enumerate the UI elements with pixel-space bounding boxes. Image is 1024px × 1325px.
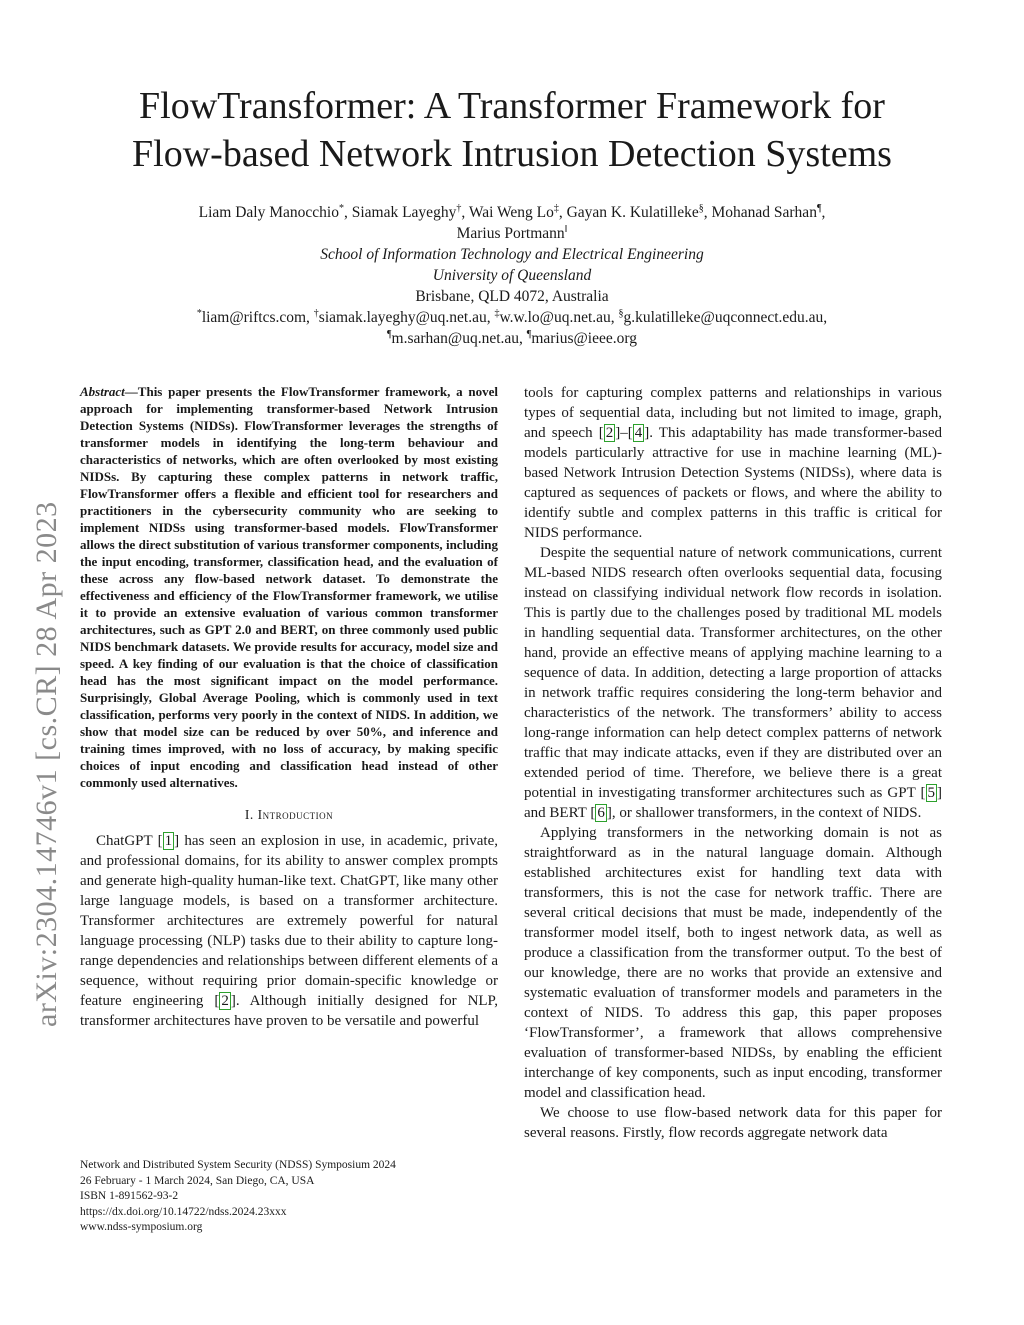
author-mark: § — [698, 202, 704, 214]
email-link[interactable]: marius@ieee.org — [531, 330, 637, 347]
email-link[interactable]: liam@riftcs.com — [201, 309, 307, 326]
author-mark: * — [338, 202, 344, 214]
footer-line: Network and Distributed System Security (NDSS) Symposium 2024 — [80, 1159, 396, 1171]
abstract: Abstract—This paper presents the FlowTransformer framework, a novel approach for implementing transformer-based Network Intrusion Detection Systems (NIDSs). FlowTransformer leverages the strengths of transformer models in identifying the long-term behaviour and characteristics of networks, which are often overlooked by most existing NIDSs. By capturing these complex patterns in network traffic, FlowTransformer offers a flexible and efficient tool for researchers and practitioners in the cybersecurity community who are seeking to implement NIDSs using transformer-based models. FlowTransformer allows the direct substitution of various transformer components, including the input encoding, transformer, classification head, and the evaluation of these across any flow-based network dataset. To demonstrate the effectiveness and efficiency of the FlowTransformer framework, we utilise it to provide an extensive evaluation of various common transformer architectures, such as GPT 2.0 and BERT, on three commonly used public NIDS benchmark datasets. We provide results for accuracy, model size and speed. A key finding of our evaluation is that the choice of classification head has the most significant impact on the model performance. Surprisingly, Global Average Pooling, which is commonly used in text classification, performs very poorly in the context of NIDS. In addition, we show that model size can be reduced by over 50%, and inference and training times improved, with no loss of accuracy, by making specific choices of input encoding and classification head instead of other commonly used alternatives. — [80, 384, 498, 790]
paper-title — [60, 82, 964, 178]
citation-link[interactable]: 5 — [927, 785, 935, 801]
author-mark: ‖ — [564, 223, 568, 235]
abstract-heading: Abstract — [80, 384, 125, 399]
footer-line: ISBN 1-891562-93-2 — [80, 1190, 179, 1202]
email-link[interactable]: m.sarhan@uq.net.au — [391, 330, 520, 347]
affiliation-university: University of Queensland — [432, 267, 592, 284]
email-line-1: *liam@riftcs.com, †siamak.layeghy@uq.net.au, ‡w.w.lo@uq.net.au, §g.kulatilleke@uqconnect.edu.au, — [196, 307, 828, 326]
citation-link[interactable]: 1 — [164, 833, 173, 849]
author-block — [80, 202, 944, 349]
author-name: Mohanad Sarhan — [711, 204, 817, 221]
email-line-2: ¶m.sarhan@uq.net.au, ¶marius@ieee.org — [387, 328, 637, 347]
author-mark: ‡ — [553, 202, 559, 214]
intro-paragraph-1: ChatGPT [ 1 ] has seen an explosion in use, in academic, private, and professional domains, for its ability to answer complex prompts and generate high-quality human-like text. ChatGPT, like many other large language models, is based on a transformer architecture. Transformer architectures are extremely powerful for natural language processing (NLP) tasks due to their ability to capture long-range dependencies and relationships between different elements of a sequence, without requiring prior domain-specific knowledge or feature engineering [ 2 ]. Although initially designed for NLP, transformer architectures have proven to be versatile and powerful — [80, 833, 498, 1029]
title-line-1: FlowTransformer: A Transformer Framework for — [139, 85, 885, 127]
author-name: Siamak Layeghy — [351, 204, 457, 221]
author-name: Gayan K. Kulatilleke — [566, 204, 699, 221]
abstract-text: This paper presents the FlowTransformer framework, a novel approach for implementing transformer-based Network Intrusion Detection Systems (NIDSs). FlowTransformer leverages the strengths of transformer models in identifying the long-term behaviour and characteristics of networks, which are often overlooked by most existing NIDSs. By capturing these complex patterns in network traffic, FlowTransformer offers a flexible and efficient tool for researchers and practitioners in the cybersecurity community who are seeking to implement NIDSs using transformer-based models. FlowTransformer allows the direct substitution of various transformer components, including the input encoding, transformer, classification head, and the evaluation of these across any flow-based network dataset. To demonstrate the effectiveness and efficiency of the FlowTransformer framework, we utilise it to provide an extensive evaluation of various common transformer architectures, such as GPT 2.0 and BERT, on three commonly used public NIDS benchmark datasets. We provide results for accuracy, model size and speed. A key finding of our evaluation is that the choice of classification head has the most significant impact on the model performance. Surprisingly, Global Average Pooling, which is commonly used in text classification, performs very poorly in the context of NIDS. In addition, we show that model size can be reduced by over 50%, and inference and training times improved, with no loss of accuracy, by making specific choices of input encoding and classification head instead of other commonly used alternatives. — [80, 384, 498, 790]
author-name: Wai Weng Lo — [468, 204, 554, 221]
affiliation-address: Brisbane, QLD 4072, Australia — [415, 288, 609, 305]
intro-paragraph-4: We choose to use flow-based network data for this paper for several reasons. Firstly, flow records aggregate network data — [524, 1105, 942, 1141]
affiliation-school: School of Information Technology and Electrical Engineering — [320, 246, 704, 263]
author-name: Marius Portmann — [456, 225, 565, 242]
email-link[interactable]: g.kulatilleke@uqconnect.edu.au — [623, 309, 824, 326]
author-name: Liam Daly Manocchio — [198, 204, 339, 221]
intro-paragraph-3: Applying transformers in the networking domain is not as straightforward as in the natural language domain. Although established architectures exist for handling text data with transformers, this is not the case for network traffic. There are several critical decisions that must be made, independently of the transformer model itself, both to ingest network data, as well as produce a classification from the transformer output. To the best of our knowledge, there are no works that provide an extensive and systematic evaluation of transformer models and parameters in the context of NIDS. To address this gap, this paper proposes ‘FlowTransformer’, a framework that allows comprehensive evaluation of transformer-based NIDSs, by enabling the efficient interchange of key components, such as input encoding, transformer model and classification head. — [524, 825, 942, 1101]
citation-link[interactable]: 2 — [221, 993, 229, 1009]
arxiv-stamp: arXiv:2304.14746v1 [cs.CR] 28 Apr 2023 — [30, 501, 63, 1027]
right-column — [524, 383, 942, 1143]
citation-link[interactable]: 2 — [605, 425, 614, 441]
footer-line: 26 February - 1 March 2024, San Diego, CA, USA — [80, 1174, 315, 1187]
author-mark: ¶ — [816, 202, 822, 214]
intro-paragraph-2: Despite the sequential nature of network communications, current ML-based NIDS research often overlooks sequential data, focusing instead on classifying individual network flow records in isolation. This is partly due to the challenges posed by traditional ML models in handling sequential data. Transformer architectures, on the other hand, provide an effective means of applying machine learning to a sequence of data. In addition, detecting a large proportion of attacks in network traffic requires considering the long-term behavior and characteristics of the network. The transformers’ ability to access long-range information can help detect complex patterns of network traffic that may indicate attacks, even if they are distributed over an extended period of time. Therefore, we believe there is a great potential in investigating transformer architectures such as GPT [ 5 ] and BERT [ 6 ], or shallower transformers, in the context of NIDS. — [524, 545, 942, 821]
author-names-line-2 — [80, 223, 944, 244]
email-link[interactable]: siamak.layeghy@uq.net.au — [318, 309, 487, 326]
footer-doi-link[interactable]: https://dx.doi.org/10.14722/ndss.2024.23xxx — [80, 1205, 287, 1218]
conference-footer — [80, 1158, 500, 1236]
intro-paragraph-1-continued: tools for capturing complex patterns and relationships in various types of sequential data, including but not limited to image, graph, and speech [ 2 ]–[ 4 ]. This adaptability has made transformer-based models particularly attractive for use in machine learning (ML)-based Network Intrusion Detection Systems (NIDSs), where data is captured as sequences of packets or flows, and where the ability to identify subtle and complex patterns in this traffic is critical for NIDS performance. — [524, 385, 942, 541]
author-mark: † — [456, 202, 462, 214]
author-names-line-1: Liam Daly Manocchio*, Siamak Layeghy†, Wai Weng Lo‡, Gayan K. Kulatilleke§, Mohanad Sarhan¶, — [198, 202, 826, 221]
title-line-2: Flow-based Network Intrusion Detection Systems — [132, 133, 892, 175]
citation-link[interactable]: 6 — [597, 805, 605, 821]
section-heading-introduction: I. Introduction — [244, 807, 334, 822]
footer-website-link[interactable]: www.ndss-symposium.org — [80, 1221, 203, 1233]
email-link[interactable]: w.w.lo@uq.net.au — [499, 309, 611, 326]
left-column — [80, 383, 498, 1031]
citation-link[interactable]: 4 — [634, 425, 643, 441]
